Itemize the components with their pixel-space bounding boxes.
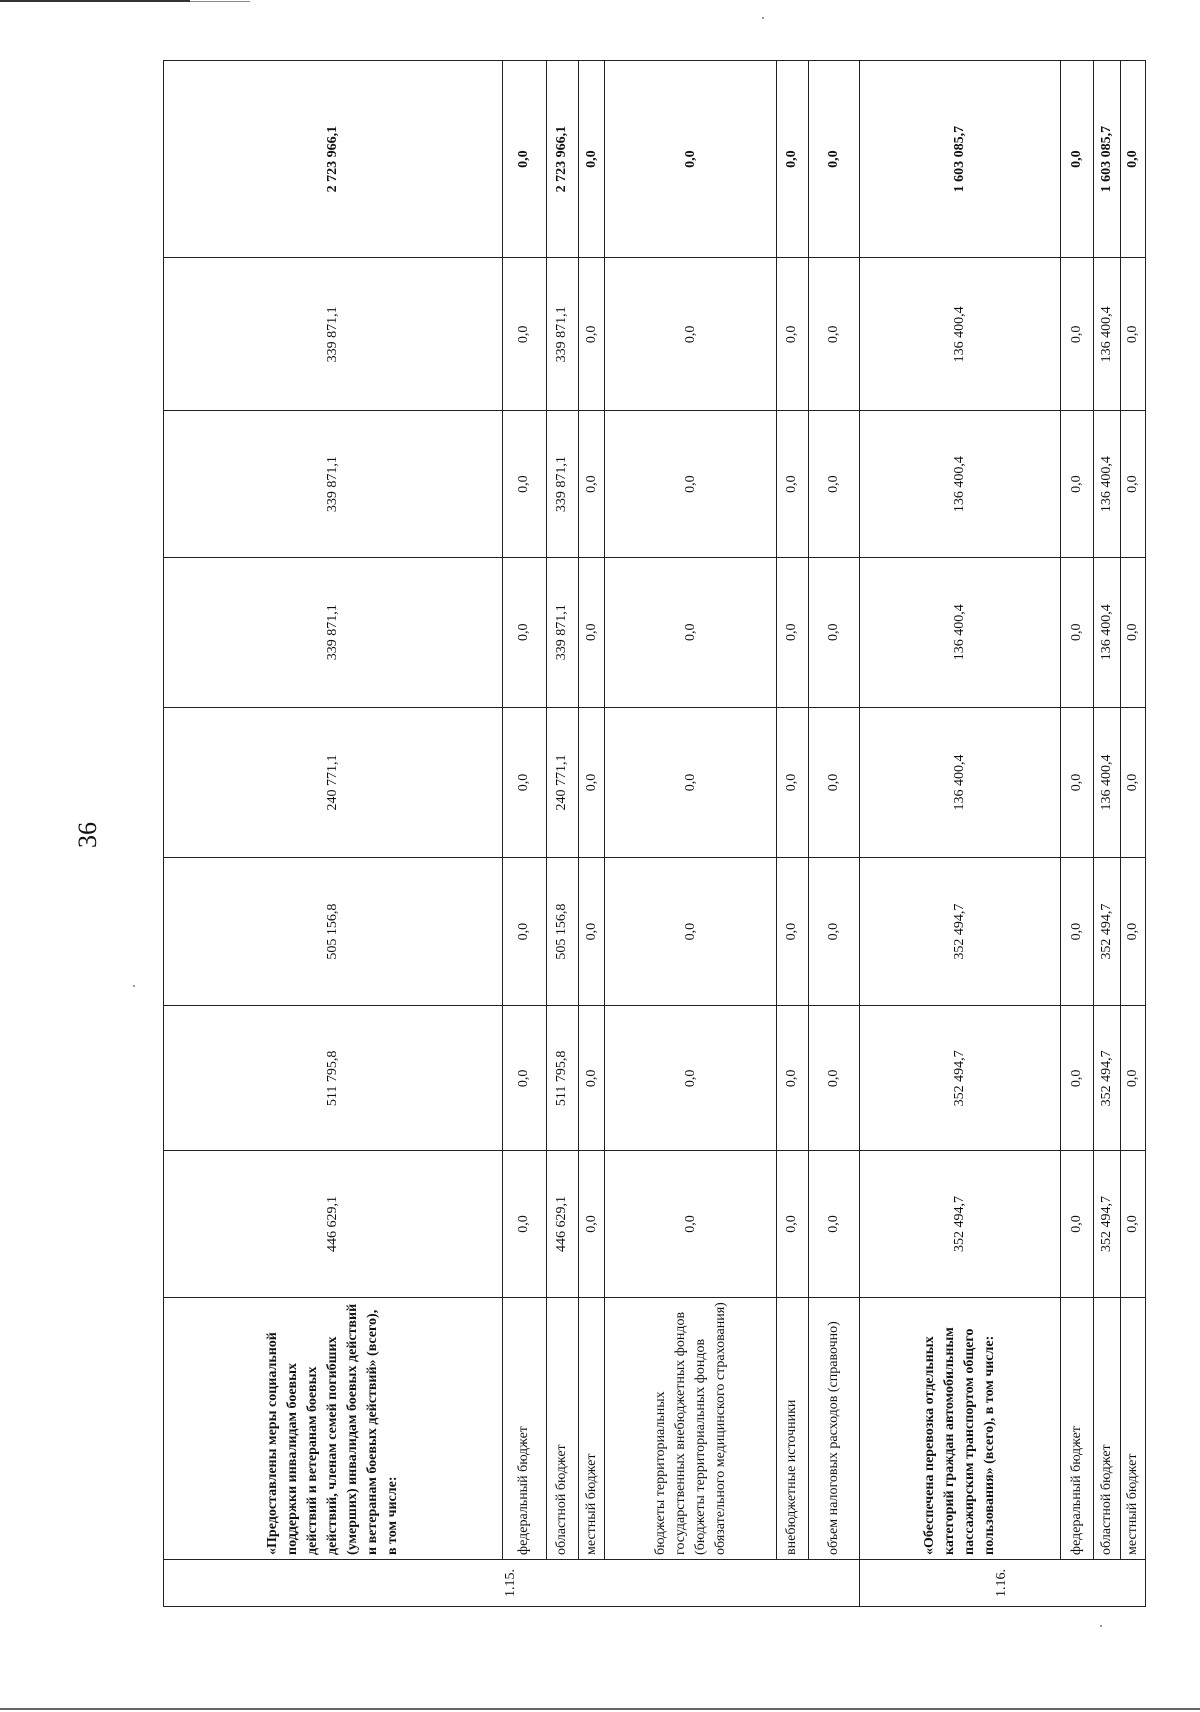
total-cell: 0,0 <box>605 61 777 258</box>
table-row <box>1061 61 1093 1607</box>
value-cell: 0,0 <box>502 258 546 411</box>
value-cell: 0,0 <box>777 858 808 1006</box>
value-cell: 0,0 <box>605 707 777 857</box>
page-number: 36 <box>73 822 102 848</box>
value-cell: 0,0 <box>502 707 546 857</box>
total-cell: 2 723 966,1 <box>164 61 503 258</box>
value-cell: 0,0 <box>1120 1006 1145 1151</box>
row-number: 1.16. <box>859 1559 1145 1606</box>
value-cell: 446 629,1 <box>546 1151 578 1297</box>
value-cell: 136 400,4 <box>1093 411 1120 557</box>
value-cell: 0,0 <box>605 411 777 557</box>
value-cell: 0,0 <box>502 1151 546 1297</box>
value-cell: 0,0 <box>777 411 808 557</box>
value-cell: 0,0 <box>808 557 859 707</box>
scan-top-edge-fragment <box>190 1 250 2</box>
value-cell: 352 494,7 <box>1093 858 1120 1006</box>
value-cell: 446 629,1 <box>164 1151 503 1297</box>
value-cell: 0,0 <box>777 1006 808 1151</box>
value-cell: 339 871,1 <box>546 258 578 411</box>
table-row <box>859 61 1060 1607</box>
value-cell: 136 400,4 <box>859 557 1060 707</box>
total-cell: 2 723 966,1 <box>546 61 578 258</box>
row-label: областной бюджет <box>1093 1297 1120 1559</box>
value-cell: 0,0 <box>579 258 605 411</box>
value-cell: 511 795,8 <box>164 1006 503 1151</box>
value-cell: 136 400,4 <box>859 411 1060 557</box>
value-cell: 0,0 <box>502 411 546 557</box>
total-cell: 0,0 <box>777 61 808 258</box>
row-number: 1.15. <box>164 1559 860 1606</box>
row-label: объем налоговых расходов (справочно) <box>808 1297 859 1559</box>
value-cell: 136 400,4 <box>1093 707 1120 857</box>
row-label: внебюджетные источники <box>777 1297 808 1559</box>
total-cell: 0,0 <box>1061 61 1093 258</box>
value-cell: 505 156,8 <box>546 858 578 1006</box>
value-cell: 0,0 <box>579 858 605 1006</box>
value-cell: 339 871,1 <box>546 557 578 707</box>
value-cell: 0,0 <box>579 1006 605 1151</box>
value-cell: 352 494,7 <box>1093 1151 1120 1297</box>
value-cell: 339 871,1 <box>546 411 578 557</box>
value-cell: 339 871,1 <box>164 258 503 411</box>
budget-table <box>163 60 1146 1607</box>
table-row <box>546 61 578 1607</box>
value-cell: 136 400,4 <box>1093 557 1120 707</box>
value-cell: 352 494,7 <box>859 1151 1060 1297</box>
row-label: «Предоставлены меры социальной поддержки инвалидам боевых действий и ветеранам боевых действий, членам семей погибших (умерших) инвалидам боевых действий и ветеранам боевых действий» (всего), в том числе: <box>164 1297 503 1559</box>
value-cell: 0,0 <box>579 1151 605 1297</box>
value-cell: 0,0 <box>1061 411 1093 557</box>
row-label: областной бюджет <box>546 1297 578 1559</box>
value-cell: 0,0 <box>1120 258 1145 411</box>
row-label: федеральный бюджет <box>1061 1297 1093 1559</box>
value-cell: 0,0 <box>1120 858 1145 1006</box>
value-cell: 0,0 <box>502 1006 546 1151</box>
scan-speck <box>762 17 764 19</box>
value-cell: 240 771,1 <box>546 707 578 857</box>
value-cell: 0,0 <box>605 1151 777 1297</box>
value-cell: 136 400,4 <box>1093 258 1120 411</box>
value-cell: 0,0 <box>605 858 777 1006</box>
value-cell: 352 494,7 <box>859 1006 1060 1151</box>
scan-speck <box>1100 1625 1102 1627</box>
value-cell: 0,0 <box>808 1151 859 1297</box>
row-label: федеральный бюджет <box>502 1297 546 1559</box>
value-cell: 0,0 <box>777 557 808 707</box>
value-cell: 0,0 <box>502 557 546 707</box>
value-cell: 0,0 <box>1120 707 1145 857</box>
row-label: местный бюджет <box>579 1297 605 1559</box>
value-cell: 505 156,8 <box>164 858 503 1006</box>
table-row <box>164 61 503 1607</box>
value-cell: 0,0 <box>1120 411 1145 557</box>
value-cell: 0,0 <box>579 707 605 857</box>
value-cell: 511 795,8 <box>546 1006 578 1151</box>
total-cell: 0,0 <box>1120 61 1145 258</box>
total-cell: 1 603 085,7 <box>859 61 1060 258</box>
value-cell: 240 771,1 <box>164 707 503 857</box>
value-cell: 0,0 <box>1061 858 1093 1006</box>
value-cell: 0,0 <box>808 707 859 857</box>
scan-bottom-edge <box>0 1708 1200 1710</box>
value-cell: 0,0 <box>777 1151 808 1297</box>
total-cell: 0,0 <box>502 61 546 258</box>
table-row <box>605 61 777 1607</box>
rotated-table-container <box>163 60 1146 1607</box>
value-cell: 0,0 <box>1061 1151 1093 1297</box>
value-cell: 0,0 <box>1061 1006 1093 1151</box>
value-cell: 0,0 <box>1061 258 1093 411</box>
value-cell: 0,0 <box>808 411 859 557</box>
table-row <box>1120 61 1145 1607</box>
value-cell: 0,0 <box>808 258 859 411</box>
value-cell: 0,0 <box>605 1006 777 1151</box>
table-row <box>579 61 605 1607</box>
value-cell: 136 400,4 <box>859 258 1060 411</box>
value-cell: 0,0 <box>502 858 546 1006</box>
value-cell: 0,0 <box>605 258 777 411</box>
total-cell: 0,0 <box>579 61 605 258</box>
table-row <box>502 61 546 1607</box>
scan-top-edge <box>0 0 190 2</box>
value-cell: 0,0 <box>808 1006 859 1151</box>
value-cell: 136 400,4 <box>859 707 1060 857</box>
table-row <box>777 61 808 1607</box>
value-cell: 352 494,7 <box>859 858 1060 1006</box>
value-cell: 0,0 <box>1120 1151 1145 1297</box>
value-cell: 0,0 <box>1120 557 1145 707</box>
value-cell: 0,0 <box>1061 557 1093 707</box>
row-label: бюджеты территориальных государственных внебюджетных фондов (бюджеты территориальных фондов обязательного медицинского страхования) <box>605 1297 777 1559</box>
value-cell: 0,0 <box>777 258 808 411</box>
value-cell: 0,0 <box>777 707 808 857</box>
value-cell: 339 871,1 <box>164 557 503 707</box>
value-cell: 0,0 <box>1061 707 1093 857</box>
value-cell: 0,0 <box>579 411 605 557</box>
row-label: местный бюджет <box>1120 1297 1145 1559</box>
value-cell: 339 871,1 <box>164 411 503 557</box>
table-row <box>1093 61 1120 1607</box>
value-cell: 0,0 <box>808 858 859 1006</box>
value-cell: 0,0 <box>579 557 605 707</box>
scan-speck <box>133 985 135 987</box>
value-cell: 0,0 <box>605 557 777 707</box>
total-cell: 1 603 085,7 <box>1093 61 1120 258</box>
row-label: «Обеспечена перевозка отдельных категорий граждан автомобильным пассажирским транспортом общего пользования» (всего), в том числе: <box>859 1297 1060 1559</box>
table-row <box>808 61 859 1607</box>
total-cell: 0,0 <box>808 61 859 258</box>
value-cell: 352 494,7 <box>1093 1006 1120 1151</box>
